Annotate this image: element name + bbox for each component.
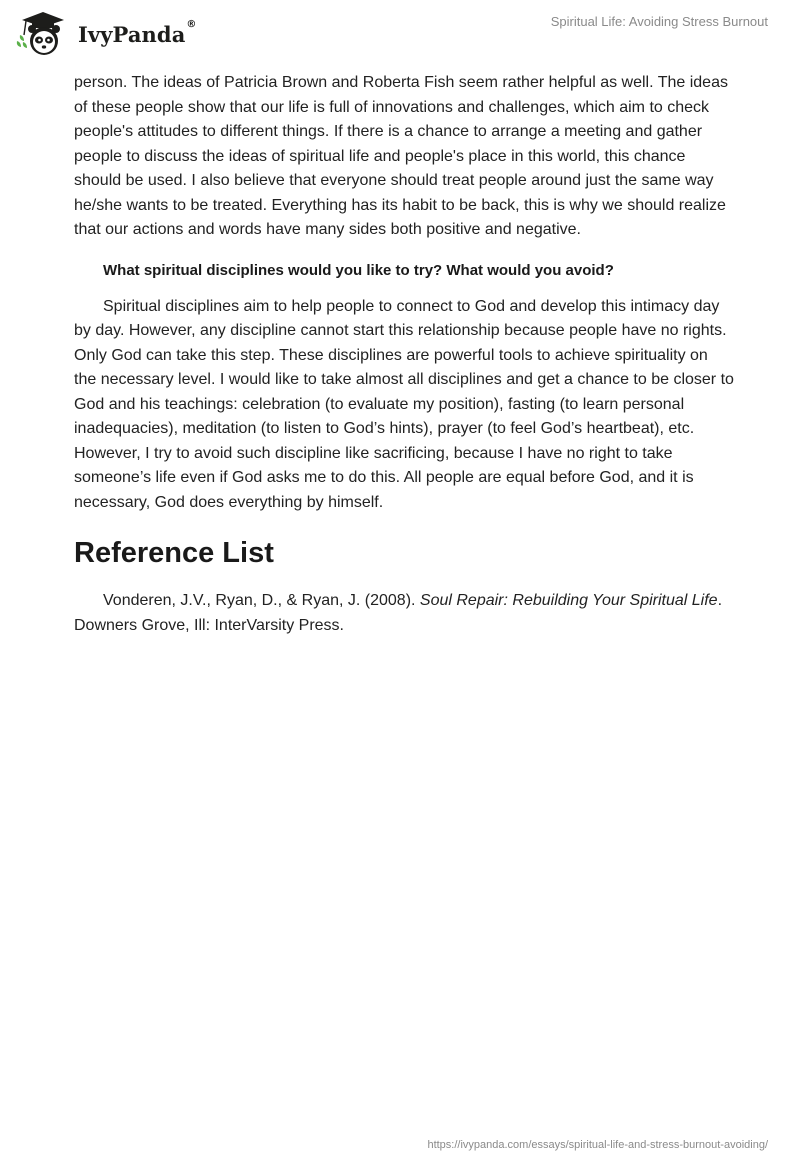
essay-content [74, 71, 734, 638]
reference-authors: Vonderen, J.V., Ryan, D., & Ryan, J. (2008). [103, 592, 420, 609]
reference-title: Soul Repair: Rebuilding Your Spiritual Life [419, 592, 718, 609]
brand-logo[interactable] [14, 8, 197, 58]
reference-entry [74, 589, 734, 638]
body-paragraph-1: person. The ideas of Patricia Brown and Roberta Fish seem rather helpful as well. The ideas of these people show that our life is full of innovations and challenges, which aim to check people's attitudes to different things. If there is a chance to arrange a meeting and gather people to discuss the ideas of spiritual life and people's place in this world, this chance should be used. I also believe that everyone should treat people around just the same way he/she wants to be treated. Everything has its habit to be back, this is why we should realize that our actions and words have many sides both positive and negative. [74, 74, 728, 238]
footer-source-url[interactable]: https://ivypanda.com/essays/spiritual-life-and-stress-burnout-avoiding/ [427, 1139, 768, 1151]
reference-publisher: . Downers Grove, Ill: InterVarsity Press. [74, 592, 723, 634]
page-header [0, 0, 800, 70]
section-question-heading: What spiritual disciplines would you like to try? What would you avoid? [103, 261, 614, 279]
registered-mark: ® [186, 18, 197, 30]
body-paragraph-2: Spiritual disciplines aim to help people to connect to God and develop this intimacy day by day. However, any discipline cannot start this relationship because people have no rights. Only God can take this step. These disciplines are powerful tools to achieve spirituality on the necessary level. I would like to take almost all disciplines and get a chance to be closer to God and his teachings: celebration (to evaluate my position), fasting (to learn personal inadequacies), meditation (to listen to God’s hints), prayer (to feel God’s heartbeat), etc. However, I try to avoid such discipline like sacrificing, because I have no right to take someone’s life even if God asks me to do this. All people are equal before God, and it is necessary, God does everything by himself. [74, 297, 734, 511]
brand-name [78, 18, 197, 47]
reference-list-heading: Reference List [74, 537, 274, 569]
panda-graduate-icon [14, 8, 76, 58]
document-title: Spiritual Life: Avoiding Stress Burnout [550, 14, 768, 29]
brand-name-text: IvyPanda [78, 21, 186, 47]
